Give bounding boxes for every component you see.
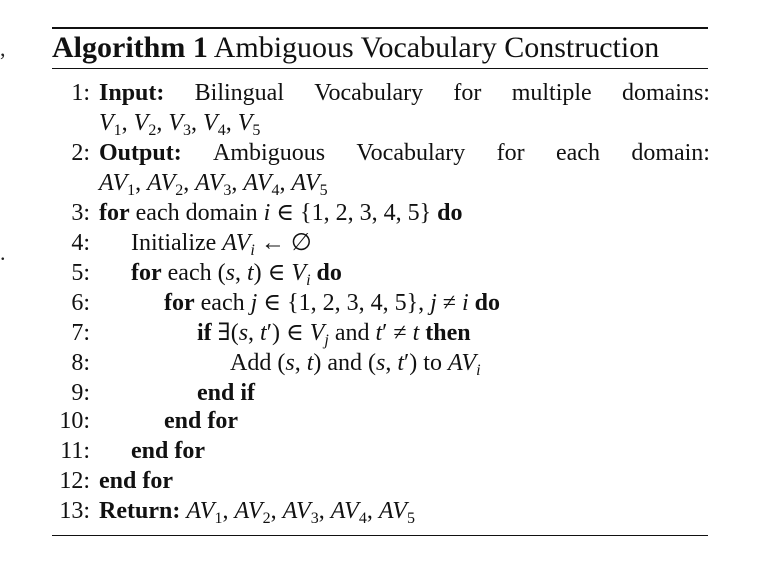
end-if: end if [197, 380, 256, 406]
output-line [99, 138, 710, 168]
caption-rule [52, 68, 708, 69]
line-number: 1: [71, 80, 90, 106]
algorithm-label: Algorithm 1 [52, 31, 208, 64]
margin-period: . [0, 240, 6, 265]
line-number: 6: [71, 290, 90, 316]
end-for-inner: end for [164, 408, 238, 434]
output-keyword: Output: [99, 140, 182, 166]
algorithm-caption [52, 29, 712, 67]
end-for-middle: end for [131, 438, 205, 464]
output-word: domain: [631, 140, 710, 166]
initialize-statement: Initialize $AV_i$ ← ∅ [131, 230, 312, 259]
return-statement: Return: $AV_1$, $AV_2$, $AV_3$, $AV_4$, $AV_5$ [99, 498, 415, 527]
input-word: for [453, 80, 482, 106]
margin-comma: , [0, 36, 6, 61]
line-number: 12: [59, 468, 90, 494]
line-number: 7: [71, 320, 90, 346]
input-keyword: Input: [99, 80, 165, 106]
line-number: 8: [71, 350, 90, 376]
output-word: for [496, 140, 525, 166]
input-word: Vocabulary [314, 80, 424, 106]
line-number: 11: [60, 438, 90, 464]
line-number: 2: [71, 140, 90, 166]
input-word: Bilingual [194, 80, 284, 106]
input-word: domains: [621, 80, 710, 106]
output-word: Vocabulary [356, 140, 466, 166]
input-line [99, 78, 710, 108]
output-word: each [555, 140, 600, 166]
add-statement: Add (s, t) and (s, t′) to $AV_i$ [230, 350, 481, 379]
if-statement: if ∃(s, t′) ∈ $V_j$ and t′ ≠ t then [197, 320, 471, 349]
end-for-outer: end for [99, 468, 173, 494]
line-number: 13: [59, 498, 90, 524]
algorithm-title: Ambiguous Vocabulary Construction [213, 31, 660, 64]
output-word: Ambiguous [213, 140, 326, 166]
bottom-rule [52, 535, 708, 536]
for-j-statement: for each j ∈ {1, 2, 3, 4, 5}, j ≠ i do [164, 290, 500, 316]
line-number: 5: [71, 260, 90, 286]
line-number: 3: [71, 200, 90, 226]
input-vocab-list: $V_1$, $V_2$, $V_3$, $V_4$, $V_5$ [99, 110, 261, 139]
line-number: 4: [71, 230, 90, 256]
for-pair-statement: for each (s, t) ∈ $V_i$ do [131, 260, 342, 289]
input-word: multiple [511, 80, 592, 106]
for-domain-statement: for each domain i ∈ {1, 2, 3, 4, 5} do [99, 200, 463, 226]
output-vocab-list: $AV_1$, $AV_2$, $AV_3$, $AV_4$, $AV_5$ [99, 170, 328, 199]
line-number: 10: [59, 408, 90, 434]
line-number: 9: [71, 380, 90, 406]
